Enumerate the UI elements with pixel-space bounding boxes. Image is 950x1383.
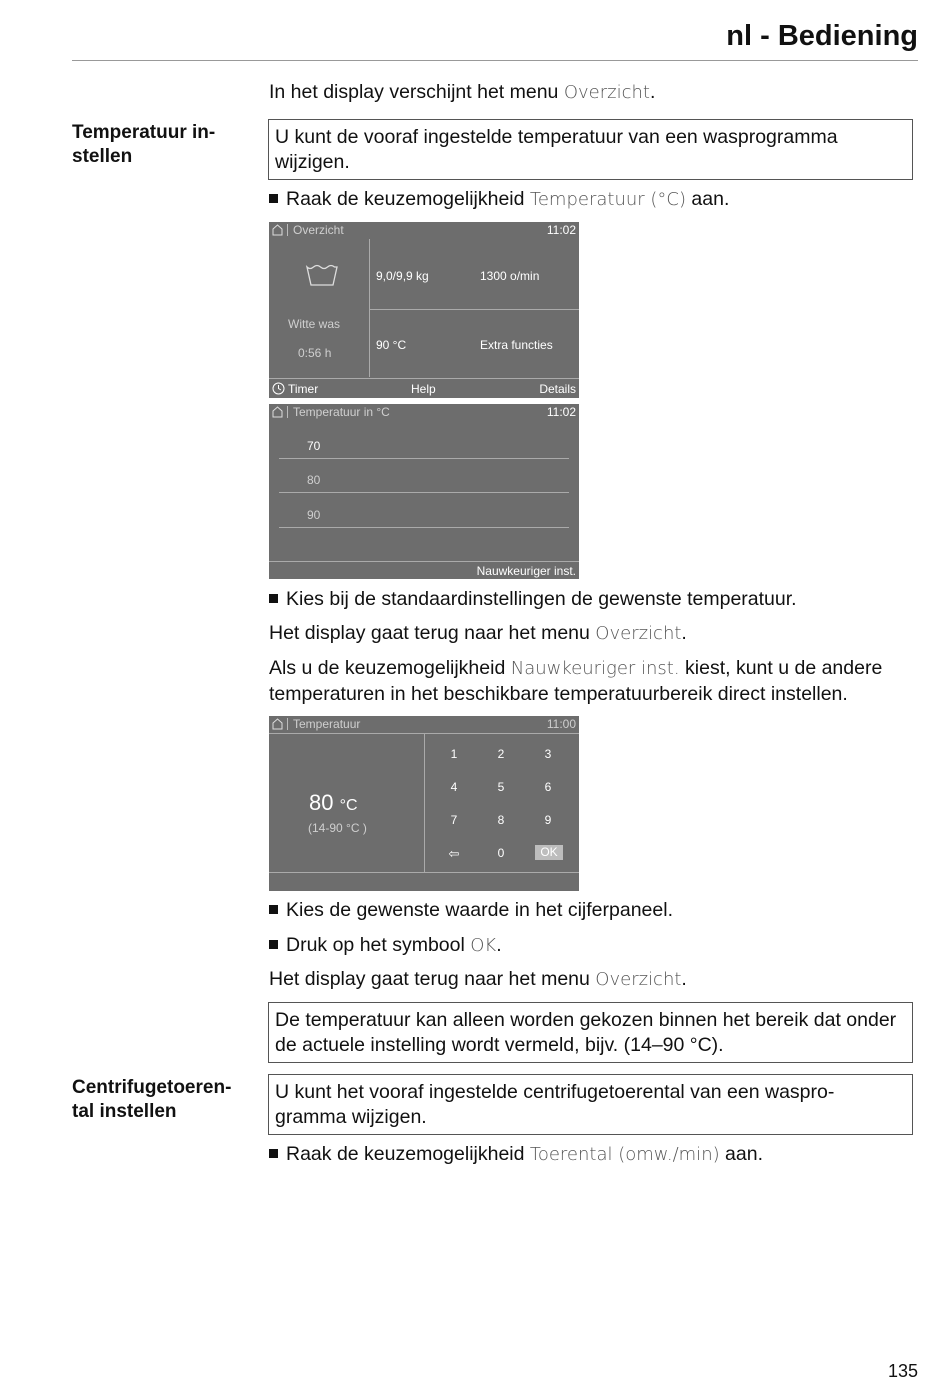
keypad-key-4[interactable]: 4 — [450, 780, 458, 794]
status-bar — [269, 222, 579, 239]
option-name: Toerental (omw./min) — [529, 1144, 720, 1165]
menu-name: Overzicht — [595, 969, 682, 990]
precise-paragraph — [269, 656, 919, 706]
bullet-text: Druk op het symbool — [286, 934, 471, 956]
display-keypad-screen — [269, 716, 579, 891]
note-box-temperature: U kunt de vooraf ingestelde temperatuur van een wasprogramma wijzigen. — [268, 119, 913, 180]
intro-paragraph — [269, 80, 919, 106]
intro-menu-name: Overzicht — [563, 82, 650, 103]
status-bar — [269, 716, 579, 733]
page-number: 135 — [887, 1361, 918, 1381]
divider — [279, 527, 569, 528]
screen-title: Temperatuur — [287, 718, 360, 730]
bullet-square-icon — [269, 594, 278, 603]
heading-line-1: Centrifugetoeren- — [72, 1077, 232, 1098]
program-duration: 0:56 h — [298, 346, 332, 360]
clock: 11:00 — [546, 717, 576, 731]
heading-line-2: stellen — [72, 146, 133, 167]
heading-line-1: Temperatuur in- — [72, 122, 216, 143]
keypad-key-2[interactable]: 2 — [497, 747, 505, 761]
divider — [269, 561, 579, 562]
divider — [424, 733, 425, 872]
bullet-text: Kies bij de standaardinstellingen de gewenste temperatuur. — [286, 588, 797, 610]
menu-name: Overzicht — [595, 623, 682, 644]
status-bar — [269, 404, 579, 421]
display-temperature-list-screen — [269, 404, 579, 579]
paragraph-text: Als u de keuzemogelijkheid — [269, 657, 511, 679]
keypad-key-8[interactable]: 8 — [497, 813, 505, 827]
paragraph-end: . — [681, 622, 687, 644]
spin-speed[interactable]: 1300 o/min — [480, 269, 540, 283]
option-name: Temperatuur (°C) — [529, 189, 686, 210]
bullet-text-end: . — [496, 934, 502, 956]
keypad-key-0[interactable]: 0 — [497, 846, 505, 860]
screen-title: Overzicht — [287, 224, 344, 236]
clock: 11:02 — [546, 223, 576, 237]
wash-tub-icon — [305, 264, 339, 288]
page-header-title: nl - Bediening — [726, 20, 918, 52]
temperature-item-80[interactable]: 80 — [307, 473, 321, 487]
bullet-press-ok — [269, 933, 502, 959]
bullet-select-spin — [269, 1142, 763, 1168]
note-box-spin: U kunt het vooraf ingestelde centrifugetoerental van een waspro-gramma wijzigen. — [268, 1074, 913, 1135]
precise-setting-button[interactable]: Nauwkeuriger inst. — [476, 564, 576, 578]
bullet-text-end: aan. — [686, 188, 730, 210]
help-button[interactable]: Help — [411, 382, 436, 396]
option-name: Nauwkeuriger inst. — [510, 658, 680, 679]
temperature-item-70[interactable]: 70 — [307, 439, 321, 453]
ok-button[interactable]: OK — [535, 845, 563, 860]
heading-line-2: tal instellen — [72, 1101, 177, 1122]
timer-button[interactable]: Timer — [288, 382, 319, 396]
divider — [279, 492, 569, 493]
program-name: Witte was — [288, 317, 341, 331]
intro-text: In het display verschijnt het menu — [269, 81, 564, 103]
details-button[interactable]: Details — [539, 382, 576, 396]
section-heading-temperature — [72, 121, 252, 169]
bullet-choose-standard — [269, 587, 797, 612]
temperature-item-90[interactable]: 90 — [307, 508, 321, 522]
display-overview-screen — [269, 222, 579, 398]
paragraph-end: kiest, kunt u de andere temperaturen in het beschikbare temperatuurbereik direct instellen. — [269, 657, 883, 705]
bullet-square-icon — [269, 1149, 278, 1158]
backspace-icon[interactable]: ⇦ — [448, 846, 460, 861]
overview-footer-bar — [269, 378, 579, 398]
return-paragraph-1 — [269, 621, 919, 647]
load-capacity[interactable]: 9,0/9,9 kg — [376, 269, 429, 283]
bullet-square-icon — [269, 940, 278, 949]
temperature-option[interactable]: 90 °C — [376, 338, 407, 352]
home-icon[interactable] — [272, 718, 283, 730]
paragraph-text: Het display gaat terug naar het menu — [269, 622, 596, 644]
keypad-key-3[interactable]: 3 — [544, 747, 552, 761]
keypad-key-6[interactable]: 6 — [544, 780, 552, 794]
keypad-key-1[interactable]: 1 — [450, 747, 458, 761]
intro-end: . — [649, 81, 656, 103]
divider — [369, 309, 579, 310]
clock-icon — [272, 382, 285, 395]
section-heading-spin — [72, 1076, 252, 1124]
paragraph-end: . — [681, 968, 687, 990]
home-icon[interactable] — [272, 224, 283, 236]
divider — [279, 458, 569, 459]
clock: 11:02 — [546, 405, 576, 419]
extra-functions-option[interactable]: Extra functies — [480, 338, 553, 352]
home-icon[interactable] — [272, 406, 283, 418]
bullet-text: Raak de keuzemogelijkheid — [286, 188, 530, 210]
bullet-square-icon — [269, 194, 278, 203]
bullet-select-temperature — [269, 187, 729, 213]
temperature-value: 80 — [309, 790, 334, 815]
bullet-text: Raak de keuzemogelijkheid — [286, 1143, 530, 1165]
paragraph-text: Het display gaat terug naar het menu — [269, 968, 596, 990]
keypad-key-5[interactable]: 5 — [497, 780, 505, 794]
bullet-text-end: aan. — [719, 1143, 763, 1165]
keypad-key-7[interactable]: 7 — [450, 813, 458, 827]
bullet-square-icon — [269, 905, 278, 914]
screen-title: Temperatuur in °C — [287, 406, 390, 418]
divider — [369, 239, 370, 377]
option-name: OK — [470, 935, 497, 956]
bullet-text: Kies de gewenste waarde in het cijferpaneel. — [286, 899, 673, 921]
return-paragraph-2 — [269, 967, 919, 993]
temperature-unit: °C — [339, 797, 358, 814]
divider — [269, 872, 579, 873]
note-box-temperature-range: De temperatuur kan alleen worden gekozen binnen het bereik dat onder de actuele instelling wordt vermeld, bijv. (14–90 °C). — [268, 1002, 913, 1063]
bullet-choose-value — [269, 898, 673, 923]
temperature-value-display — [309, 790, 358, 816]
temperature-range: (14-90 °C ) — [308, 821, 367, 835]
header-divider — [72, 60, 918, 61]
keypad-key-9[interactable]: 9 — [544, 813, 552, 827]
